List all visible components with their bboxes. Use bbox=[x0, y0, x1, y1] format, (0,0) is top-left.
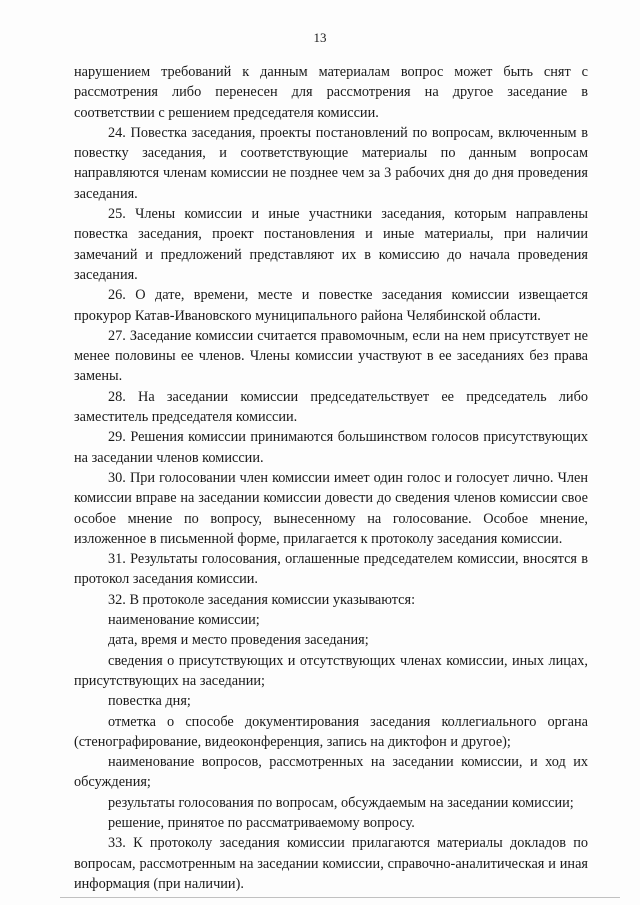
page-number: 13 bbox=[313, 30, 327, 45]
paragraph-25: 25. Члены комиссии и иные участники заседания, которым направлены повестка заседания, проект постановления и иные материалы, при наличии замечаний и предложений представляют их в комиссию до начала проведения заседания. bbox=[74, 206, 588, 283]
paragraph-28: 28. На заседании комиссии председательствует ее председатель либо заместитель председателя комиссии. bbox=[74, 388, 588, 426]
document-body bbox=[74, 62, 588, 894]
paragraph-29: 29. Решения комиссии принимаются большинством голосов присутствующих на заседании членов комиссии. bbox=[74, 429, 588, 466]
paragraph-32: 32. В протоколе заседания комиссии указываются: bbox=[108, 591, 416, 608]
paragraph-26: 26. О дате, времени, месте и повестке заседания комиссии извещается прокурор Катав-Ивановского муниципального района Челябинской области. bbox=[74, 287, 588, 324]
list-item: дата, время и место проведения заседания; bbox=[108, 632, 369, 649]
paragraph-31: 31. Результаты голосования, оглашенные председателем комиссии, вносятся в протокол заседания комиссии. bbox=[74, 551, 588, 588]
list-item: наименование комиссии; bbox=[108, 612, 260, 629]
paragraph-30: 30. При голосовании член комиссии имеет один голос и голосует лично. Член комиссии вправе на заседании комиссии довести до сведения членов комиссии свое особое мнение по вопросу, вынесенному на голосование. Особое мнение, изложенное в письменной форме, прилагается к протоколу заседания комиссии. bbox=[74, 469, 588, 547]
list-item: наименование вопросов, рассмотренных на заседании комиссии, и ход их обсуждения; bbox=[74, 754, 588, 791]
paragraph-33: 33. К протоколу заседания комиссии прилагаются материалы докладов по вопросам, рассмотренным на заседании комиссии, справочно-аналитическая и иная информация (при наличии). bbox=[74, 835, 588, 892]
list-item: решение, принятое по рассматриваемому вопросу. bbox=[108, 814, 415, 831]
list-item: повестка дня; bbox=[108, 693, 191, 710]
paragraph-27: 27. Заседание комиссии считается правомочным, если на нем присутствует не менее половины ее членов. Члены комиссии участвуют в ее заседаниях без права замены. bbox=[74, 327, 588, 385]
list-item: результаты голосования по вопросам, обсуждаемым на заседании комиссии; bbox=[108, 794, 574, 811]
paragraph-24: 24. Повестка заседания, проекты постановлений по вопросам, включенным в повестку заседания, и соответствующие материалы по данным вопросам направляются членам комиссии не позднее чем за 3 рабочих дня до дня проведения заседания. bbox=[74, 124, 588, 202]
paragraph-continuation: нарушением требований к данным материалам вопрос может быть снят с рассмотрения либо перенесен для рассмотрения на другое заседание в соответствии с решением председателя комиссии. bbox=[74, 64, 588, 121]
list-item: отметка о способе документирования заседания коллегиального органа (стенографирование, видеоконференция, запись на диктофон и другое); bbox=[74, 713, 588, 750]
list-item: сведения о присутствующих и отсутствующих членах комиссии, иных лицах, присутствующих на заседании; bbox=[74, 652, 588, 689]
scan-edge-line bbox=[60, 897, 620, 898]
